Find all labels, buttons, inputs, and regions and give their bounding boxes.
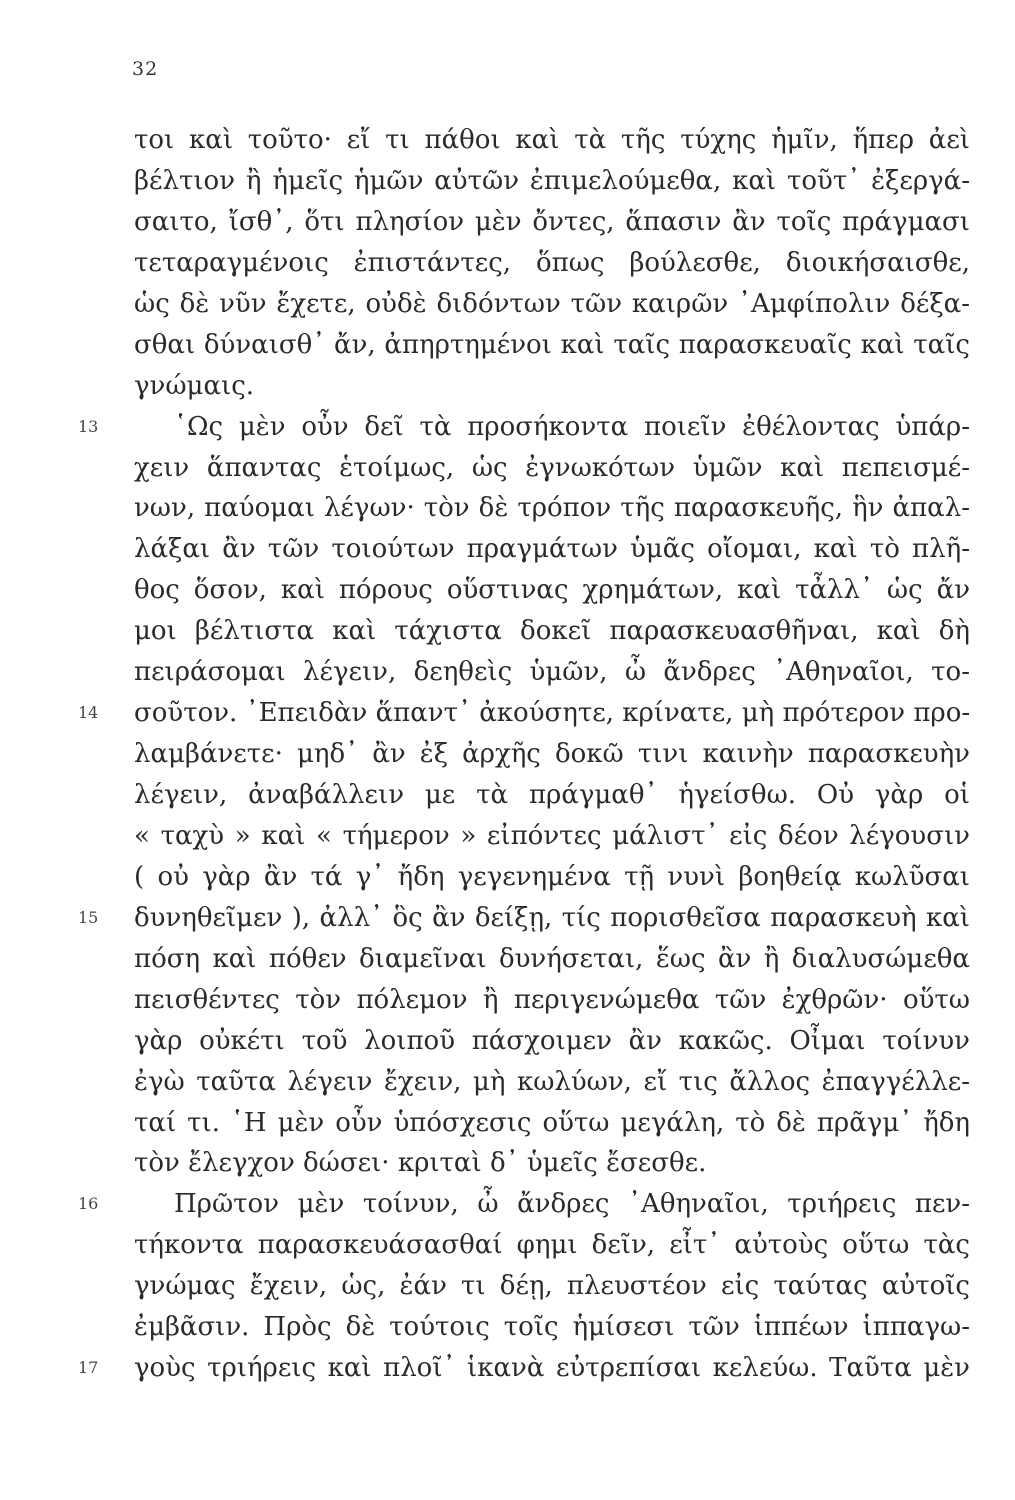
text-line [134, 1225, 970, 1266]
section-number: 14 [78, 703, 99, 723]
text-line [134, 980, 970, 1021]
line-text: δυνηθεῖμεν ), ἀλλ᾽ ὃς ἂν δείξῃ, τίς πορισθεῖσα παρασκευὴ καὶ [134, 902, 970, 933]
text-line [134, 120, 970, 161]
text-line [134, 529, 970, 570]
page-number: 32 [132, 58, 159, 80]
text-line [134, 1307, 970, 1348]
text-line [134, 1021, 970, 1062]
line-text: « ταχὺ » καὶ « τήμερον » εἰπόντες μάλιστ᾽ εἰς δέον λέγουσιν [134, 820, 970, 851]
text-line [134, 161, 970, 202]
section-number: 16 [78, 1194, 99, 1214]
line-text: γνώμαις. [134, 370, 255, 401]
line-text: ῾Ως μὲν οὖν δεῖ τὰ προσήκοντα ποιεῖν ἐθέλοντας ὑπάρ- [174, 411, 970, 442]
line-text: πεισθέντες τὸν πόλεμον ἢ περιγενώμεθα τῶν ἐχθρῶν· οὕτω [134, 984, 970, 1015]
text-line [78, 1184, 970, 1225]
section-number: 13 [78, 416, 99, 436]
text-line [134, 939, 970, 980]
section-number: 15 [78, 907, 99, 927]
line-text: θος ὅσον, καὶ πόρους οὕστινας χρημάτων, καὶ τἆλλ᾽ ὡς ἄν [134, 575, 970, 606]
line-text: ταί τι. ῾Η μὲν οὖν ὑπόσχεσις οὕτω μεγάλη, τὸ δὲ πρᾶγμ᾽ ἤδη [134, 1107, 970, 1138]
line-text: πειράσομαι λέγειν, δεηθεὶς ὑμῶν, ὦ ἄνδρες ᾽Αθηναῖοι, το- [134, 657, 970, 688]
text-line [134, 202, 970, 243]
text-line [134, 857, 970, 898]
text-line [134, 1266, 970, 1307]
text-line [78, 407, 970, 448]
line-text: γνώμας ἔχειν, ὡς, ἐάν τι δέῃ, πλευστέον εἰς ταύτας αὐτοῖς [134, 1271, 970, 1302]
text-line [134, 366, 970, 407]
line-text: γοὺς τριήρεις καὶ πλοῖ᾽ ἱκανὰ εὐτρεπίσαι κελεύω. Ταῦτα μὲν [134, 1353, 970, 1384]
line-text: βέλτιον ἢ ἡμεῖς ἡμῶν αὐτῶν ἐπιμελούμεθα, καὶ τοῦτ᾽ ἐξεργά- [134, 165, 970, 196]
line-text: ἐμβᾶσιν. Πρὸς δὲ τούτοις τοῖς ἡμίσεσι τῶν ἱππέων ἱππαγω- [134, 1312, 970, 1343]
text-line [134, 570, 970, 611]
line-text: τεταραγμένοις ἐπιστάντες, ὅπως βούλεσθε, διοικήσαισθε, [134, 247, 970, 278]
line-text: σθαι δύναισθ᾽ ἄν, ἀπηρτημένοι καὶ ταῖς παρασκευαῖς καὶ ταῖς [134, 329, 970, 360]
text-line [134, 1103, 970, 1144]
line-text: λέγειν, ἀναβάλλειν με τὰ πράγμαθ᾽ ἡγείσθω. Οὐ γὰρ οἱ [134, 780, 970, 810]
line-text: πόση καὶ πόθεν διαμεῖναι δυνήσεται, ἕως ἂν ἢ διαλυσώμεθα [134, 943, 970, 974]
text-line [134, 284, 970, 325]
text-line [134, 775, 970, 816]
section-number: 17 [78, 1358, 99, 1378]
text-line [134, 652, 970, 693]
text-line [134, 734, 970, 775]
line-text: γὰρ οὐκέτι τοῦ λοιποῦ πάσχοιμεν ἂν κακῶς. Οἶμαι τοίνυν [134, 1025, 970, 1056]
text-line [134, 611, 970, 652]
text-line [78, 898, 970, 939]
line-text: τοι καὶ τοῦτο· εἴ τι πάθοι καὶ τὰ τῆς τύχης ἡμῖν, ἥπερ ἀεὶ [134, 125, 970, 155]
line-text: τὸν ἔλεγχον δώσει· κριταὶ δ᾽ ὑμεῖς ἔσεσθε. [134, 1148, 707, 1179]
text-line [134, 1143, 970, 1184]
line-text: σαιτο, ἴσθ᾽, ὅτι πλησίον μὲν ὄντες, ἅπασιν ἂν τοῖς πράγμασι [134, 206, 970, 237]
text-line [134, 488, 970, 529]
line-text: ( οὐ γὰρ ἂν τά γ᾽ ἤδη γεγενημένα τῇ νυνὶ βοηθείᾳ κωλῦσαι [134, 861, 970, 892]
line-text: Πρῶτον μὲν τοίνυν, ὦ ἄνδρες ᾽Αθηναῖοι, τριήρεις πεν- [174, 1189, 970, 1220]
body-text [78, 120, 971, 1389]
line-text: μοι βέλτιστα καὶ τάχιστα δοκεῖ παρασκευασθῆναι, καὶ δὴ [134, 616, 970, 647]
text-line [134, 325, 970, 366]
text-line [134, 1062, 970, 1103]
text-line [134, 243, 970, 284]
line-text: λαμβάνετε· μηδ᾽ ἂν ἐξ ἀρχῆς δοκῶ τινι καινὴν παρασκευὴν [134, 739, 970, 770]
line-text: χειν ἅπαντας ἑτοίμως, ὡς ἐγνωκότων ὑμῶν καὶ πεπεισμέ- [134, 452, 970, 483]
line-text: σοῦτον. ᾽Επειδὰν ἅπαντ᾽ ἀκούσητε, κρίνατε, μὴ πρότερον προ- [134, 698, 971, 729]
text-line [134, 448, 970, 489]
line-text: νων, παύομαι λέγων· τὸν δὲ τρόπον τῆς παρασκευῆς, ἣν ἀπαλ- [134, 493, 970, 524]
line-text: ἐγὼ ταῦτα λέγειν ἔχειν, μὴ κωλύων, εἴ τις ἄλλος ἐπαγγέλλε- [134, 1066, 970, 1097]
line-text: λάξαι ἂν τῶν τοιούτων πραγμάτων ὑμᾶς οἴομαι, καὶ τὸ πλῆ- [134, 534, 970, 565]
text-line [134, 816, 970, 857]
line-text: ὡς δὲ νῦν ἔχετε, οὐδὲ διδόντων τῶν καιρῶν ᾽Αμφίπολιν δέξα- [134, 288, 970, 319]
line-text: τήκοντα παρασκευάσασθαί φημι δεῖν, εἶτ᾽ αὐτοὺς οὕτω τὰς [134, 1230, 970, 1261]
text-line [78, 693, 971, 734]
text-line [78, 1348, 970, 1389]
